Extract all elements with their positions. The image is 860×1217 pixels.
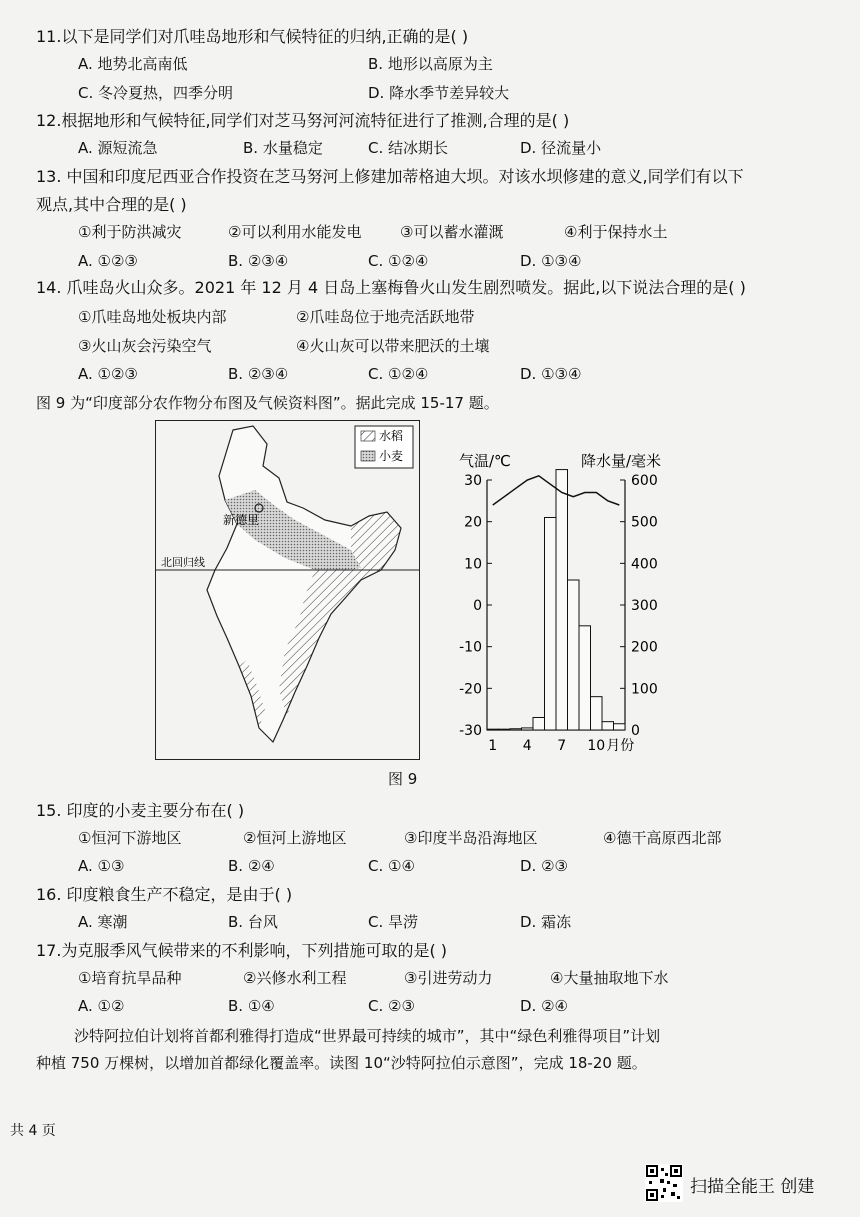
q16-option-a: A. 寒潮 [78, 913, 128, 931]
q17-option-c: C. ②③ [368, 997, 415, 1015]
x-tick-label: 1 [488, 738, 498, 754]
legend-rice-swatch [361, 431, 375, 441]
q12-option-c: C. 结冰期长 [368, 139, 449, 157]
q17-statement-3: ③引进劳动力 [404, 969, 493, 987]
precip-bar [487, 729, 499, 730]
right-tick-label: 500 [631, 514, 658, 531]
q15-stem: 15. 印度的小麦主要分布在( ) [36, 801, 245, 820]
x-tick-label: 7 [557, 738, 567, 754]
q17-statement-2: ②兴修水利工程 [243, 969, 347, 987]
q13-statement-2: ②可以利用水能发电 [228, 223, 362, 241]
q16-stem: 16. 印度粮食生产不稳定，是由于( ) [36, 885, 293, 904]
figure9-caption: 图 9 [388, 770, 418, 788]
q15-statement-4: ④德干高原西北部 [603, 829, 722, 847]
india-crop-map [155, 420, 420, 760]
figure10-intro-line1: 沙特阿拉伯计划将首都利雅得打造成“世界最可持续的城市”，其中“绿色利雅得项目”计划 [74, 1027, 661, 1045]
right-tick-label: 300 [631, 598, 658, 614]
legend-rice-label: 水稻 [379, 429, 404, 443]
q14-option-a: A. ①②③ [78, 365, 138, 383]
q17-statement-4: ④大量抽取地下水 [550, 969, 669, 987]
q13-stem-line2: 观点,其中合理的是( ) [36, 195, 187, 214]
x-unit-label: 月份 [606, 738, 635, 754]
map-city-label: 新德里 [223, 513, 260, 527]
q13-statement-1: ①利于防洪减灾 [78, 223, 182, 241]
right-tick-label: 0 [631, 723, 640, 739]
left-tick-label: -10 [459, 639, 482, 656]
left-tick-label: 30 [464, 473, 482, 489]
q15-option-d: D. ②③ [520, 857, 568, 875]
q12-option-b: B. 水量稳定 [243, 139, 323, 157]
q14-statement-1: ①爪哇岛地处板块内部 [78, 308, 227, 326]
q17-option-b: B. ①④ [228, 997, 275, 1015]
q13-stem-line1: 13. 中国和印度尼西亚合作投资在芝马努河上修建加蒂格迪大坝。对该水坝修建的意义,同学们有以下 [36, 167, 744, 186]
left-tick-label: -20 [459, 681, 482, 698]
right-tick-label: 200 [631, 639, 658, 656]
precip-bar [510, 729, 522, 730]
q16-option-b: B. 台风 [228, 913, 278, 931]
right-tick-label: 600 [631, 473, 658, 489]
q14-statement-3: ③火山灰会污染空气 [78, 337, 212, 355]
x-tick-label: 10 [587, 738, 606, 754]
page-footer: 共 4 页 [10, 1123, 56, 1139]
q15-statement-3: ③印度半岛沿海地区 [404, 829, 538, 847]
left-tick-label: 10 [464, 556, 482, 573]
q12-stem: 12.根据地形和气候特征,同学们对芝马努河河流特征进行了推测,合理的是( ) [36, 111, 570, 130]
legend-wheat-swatch [361, 451, 375, 461]
right-tick-label: 100 [631, 681, 658, 698]
q13-statement-3: ③可以蓄水灌溉 [400, 223, 504, 241]
q11-option-a: A. 地势北高南低 [78, 55, 188, 73]
q14-option-d: D. ①③④ [520, 365, 582, 383]
q15-option-b: B. ②④ [228, 857, 275, 875]
precip-bar [499, 729, 511, 730]
q17-option-a: A. ①② [78, 997, 125, 1015]
precip-bar [614, 724, 626, 730]
q14-option-b: B. ②③④ [228, 365, 289, 383]
precip-bar [591, 697, 603, 730]
q15-option-a: A. ①③ [78, 857, 125, 875]
new-delhi-climate-chart [445, 440, 715, 760]
right-tick-label: 400 [631, 556, 658, 573]
q12-option-d: D. 径流量小 [520, 139, 602, 157]
precip-bar [602, 722, 614, 730]
precip-bar [568, 580, 580, 730]
q15-option-c: C. ①④ [368, 857, 415, 875]
q13-option-c: C. ①②④ [368, 252, 429, 270]
q14-stem: 14. 爪哇岛火山众多。2021 年 12 月 4 日岛上塞梅鲁火山发生剧烈喷发。据此,以下说法合理的是( ) [36, 278, 746, 297]
precip-bar [522, 728, 534, 730]
precip-bar [579, 626, 591, 730]
q13-option-b: B. ②③④ [228, 252, 289, 270]
q15-statement-1: ①恒河下游地区 [78, 829, 182, 847]
scanner-watermark: 扫描全能王 创建 [690, 1177, 815, 1197]
precip-bar [533, 718, 545, 731]
left-tick-label: -30 [459, 723, 482, 739]
left-tick-label: 20 [464, 514, 482, 531]
precip-bar [556, 470, 568, 730]
chart-left-axis-title: 气温/℃ [459, 452, 511, 470]
x-tick-label: 4 [522, 738, 532, 754]
q14-statement-4: ④火山灰可以带来肥沃的土壤 [296, 337, 490, 355]
qr-code-icon [645, 1164, 683, 1202]
figure10-intro-line2: 种植 750 万棵树，以增加首都绿化覆盖率。读图 10“沙特阿拉伯示意图”，完成 18-20 题。 [36, 1054, 647, 1072]
q11-option-b: B. 地形以高原为主 [368, 55, 493, 73]
q13-statement-4: ④利于保持水土 [564, 223, 668, 241]
q14-option-c: C. ①②④ [368, 365, 429, 383]
q15-statement-2: ②恒河上游地区 [243, 829, 347, 847]
chart-right-axis-title: 降水量/毫米 [581, 452, 662, 470]
q14-statement-2: ②爪哇岛位于地壳活跃地带 [296, 308, 475, 326]
q16-option-c: C. 旱涝 [368, 913, 419, 931]
q17-statement-1: ①培育抗旱品种 [78, 969, 182, 987]
q13-option-a: A. ①②③ [78, 252, 138, 270]
q13-option-d: D. ①③④ [520, 252, 582, 270]
q17-stem: 17.为克服季风气候带来的不利影响，下列措施可取的是( ) [36, 941, 448, 960]
legend-wheat-label: 小麦 [379, 449, 404, 463]
figure9-intro: 图 9 为“印度部分农作物分布图及气候资料图”。据此完成 15-17 题。 [36, 394, 499, 412]
map-tropic-label: 北回归线 [161, 556, 205, 569]
q11-stem: 11.以下是同学们对爪哇岛地形和气候特征的归纳,正确的是( ) [36, 27, 469, 46]
q12-option-a: A. 源短流急 [78, 139, 158, 157]
precip-bar [545, 518, 557, 731]
q11-option-c: C. 冬冷夏热，四季分明 [78, 84, 234, 102]
left-tick-label: 0 [473, 598, 482, 614]
q16-option-d: D. 霜冻 [520, 913, 572, 931]
q11-option-d: D. 降水季节差异较大 [368, 84, 510, 102]
q17-option-d: D. ②④ [520, 997, 568, 1015]
